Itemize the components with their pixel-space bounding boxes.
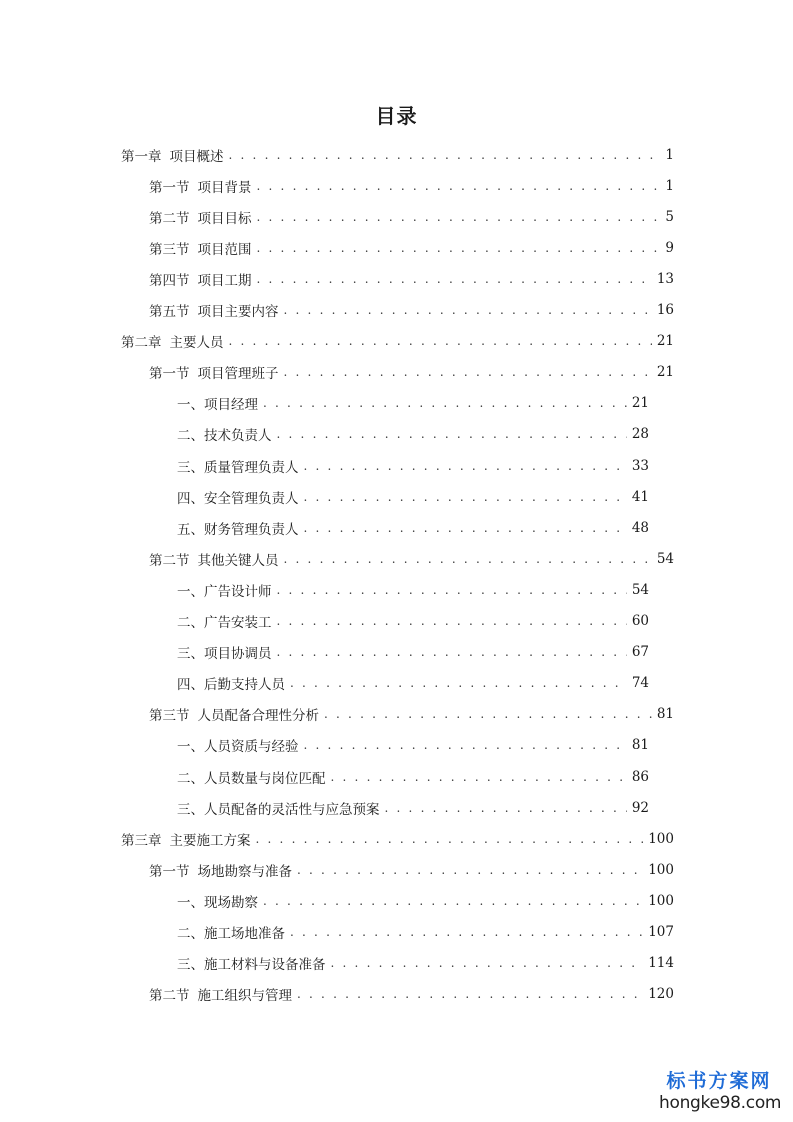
toc-entry-title: 项目范围 [197,241,252,258]
toc-entry-title: 项目背景 [197,179,252,196]
toc-entry-page-number: 81 [631,737,649,754]
toc-entry-number: 第二章 [121,335,162,352]
toc-entry-page-number: 107 [648,924,674,940]
toc-entry-title: 主要施工方案 [169,832,251,849]
toc-entry-number: 第一节 [149,366,190,383]
toc-leader-dots [297,987,643,1001]
toc-entry[interactable] [177,948,674,979]
toc-entry[interactable] [177,885,674,916]
toc-leader-dots [284,365,652,379]
toc-entry-page-number: 120 [648,986,674,1003]
toc-entry-title: 三、施工材料与设备准备 [177,957,326,974]
toc-leader-dots [256,832,644,846]
toc-leader-dots [263,894,643,908]
toc-entry[interactable] [177,419,649,450]
toc-leader-dots [257,241,661,255]
toc-entry-number: 第五节 [149,304,190,320]
toc-entry-number: 第四节 [149,272,190,289]
toc-entry-page-number: 67 [631,644,649,661]
toc-entry[interactable] [177,792,649,823]
toc-entry-title: 项目目标 [197,210,252,227]
toc-entry-page-number: 100 [648,830,674,847]
toc-entry-page-number: 5 [665,208,674,225]
toc-entry-title: 人员配备合理性分析 [197,708,319,725]
toc-entry-title: 项目主要内容 [197,304,279,320]
toc-leader-dots [277,583,627,597]
toc-entry-title: 项目工期 [197,272,252,289]
toc-entry-page-number: 16 [656,302,674,318]
toc-entry-page-number: 60 [631,613,649,629]
toc-entry-number: 第二节 [149,210,190,227]
toc-leader-dots [297,863,643,877]
toc-entry[interactable] [149,699,674,730]
watermark-url: hongke98.com [659,1093,782,1113]
toc-entry[interactable] [177,574,649,605]
toc-entry[interactable] [149,854,674,885]
toc-entry[interactable] [177,606,649,637]
toc-entry[interactable] [177,637,649,668]
toc-leader-dots [304,521,627,535]
toc-entry-title: 二、技术负责人 [177,428,272,445]
toc-leader-dots [277,645,627,659]
page-title: 目录 [375,104,418,128]
toc-entry-title: 三、人员配备的灵活性与应急预案 [177,801,380,818]
toc-entry[interactable] [121,139,674,170]
toc-entry-title: 项目管理班子 [197,366,279,383]
toc-leader-dots [229,148,661,162]
toc-leader-dots [290,925,643,939]
toc-entry-title: 主要人员 [169,335,224,352]
toc-entry-page-number: 92 [631,799,649,816]
toc-entry[interactable] [177,481,649,512]
toc-leader-dots [277,614,627,628]
toc-entry-title: 三、项目协调员 [177,646,272,663]
toc-entry-number: 第一节 [149,179,190,196]
toc-entry-title: 三、质量管理负责人 [177,459,299,476]
toc-entry-title: 一、现场勘察 [177,894,258,911]
toc-entry-page-number: 21 [656,364,674,381]
toc-entry-title: 五、财务管理负责人 [177,521,299,538]
toc-entry-page-number: 81 [656,706,674,723]
toc-leader-dots [331,956,644,970]
toc-entry-title: 项目概述 [169,148,224,165]
toc-entry-title: 二、人员数量与岗位匹配 [177,770,326,787]
toc-entry-title: 场地勘察与准备 [197,863,292,880]
toc-entry[interactable] [177,917,674,948]
toc-entry-page-number: 21 [631,395,649,412]
toc-leader-dots [229,334,652,348]
toc-entry-page-number: 100 [648,892,674,909]
toc-leader-dots [290,676,627,690]
watermark-logo [659,1070,782,1114]
toc-entry-page-number: 100 [648,861,674,878]
toc-leader-dots [277,427,627,441]
toc-entry-title: 一、广告设计师 [177,583,272,600]
toc-leader-dots [304,738,627,752]
toc-entry-title: 施工组织与管理 [197,988,292,1005]
toc-leader-dots [284,303,652,317]
toc-entry-title: 二、广告安装工 [177,615,272,631]
toc-leader-dots [257,179,661,193]
toc-entry[interactable] [177,668,649,699]
toc-entry[interactable] [177,512,649,543]
toc-entry-page-number: 9 [665,239,674,256]
toc-entry-title: 一、人员资质与经验 [177,739,299,756]
watermark-brand: 标书方案网 [666,1070,772,1092]
toc-entry[interactable] [177,450,649,481]
toc-leader-dots [284,552,652,566]
toc-leader-dots [304,490,627,504]
toc-entry[interactable] [177,730,649,761]
toc-entry[interactable] [149,357,674,388]
toc-entry-page-number: 74 [631,675,649,692]
toc-entry[interactable] [149,295,674,326]
toc-entry[interactable] [149,979,674,1010]
toc-entry-title: 一、项目经理 [177,397,258,414]
toc-entry-page-number: 21 [656,333,674,350]
toc-entry-title: 其他关键人员 [197,552,279,569]
toc-entry[interactable] [177,388,649,419]
toc-entry-page-number: 48 [631,519,649,536]
toc-entry[interactable] [121,823,674,854]
toc-entry[interactable] [121,326,674,357]
toc-entry-title: 四、安全管理负责人 [177,490,299,507]
toc-entry-number: 第三章 [121,832,162,849]
toc-entry-number: 第一节 [149,863,190,880]
toc-entry-number: 第二节 [149,988,190,1005]
toc-entry-page-number: 86 [631,768,649,785]
toc-entry-title: 四、后勤支持人员 [177,677,285,694]
toc-entry-number: 第一章 [121,148,162,165]
toc-leader-dots [257,210,661,224]
toc-entry-number: 第三节 [149,241,190,258]
toc-leader-dots [257,272,652,286]
toc-entry-page-number: 28 [631,426,649,443]
toc-entry-number: 第二节 [149,552,190,569]
toc-leader-dots [304,459,627,473]
toc-entry-title: 二、施工场地准备 [177,926,285,942]
toc-entry[interactable] [149,170,674,201]
toc-entry[interactable] [149,201,674,232]
toc-entry[interactable] [149,232,674,263]
toc-entry[interactable] [149,263,674,294]
toc-leader-dots [385,801,627,815]
toc-entry[interactable] [177,761,649,792]
toc-entry-page-number: 33 [631,457,649,474]
toc-leader-dots [263,396,627,410]
toc-entry-page-number: 54 [631,581,649,598]
toc-entry-page-number: 1 [665,177,674,194]
toc-entry-page-number: 1 [665,146,674,163]
toc-entry-page-number: 13 [656,270,674,287]
toc-entry-page-number: 54 [656,550,674,567]
toc-entry-page-number: 41 [631,488,649,505]
toc-leader-dots [324,707,652,721]
toc-entry-number: 第三节 [149,708,190,725]
toc-entry-page-number: 114 [648,955,674,972]
toc-entry[interactable] [149,543,674,574]
toc-leader-dots [331,770,627,784]
